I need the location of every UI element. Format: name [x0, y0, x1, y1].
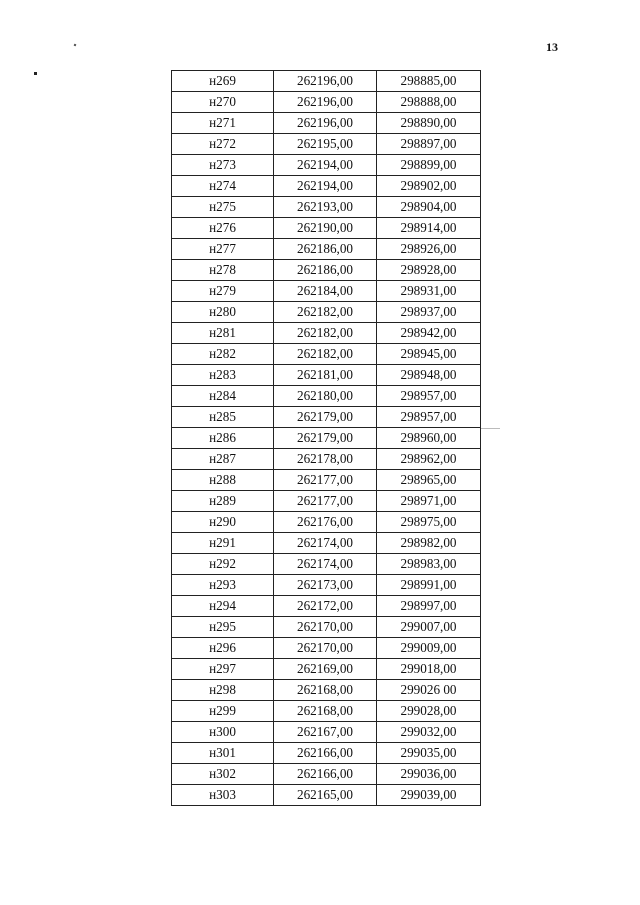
x-coordinate-cell: 262166,00	[274, 764, 377, 785]
y-coordinate-cell: 299009,00	[377, 638, 481, 659]
point-id-cell: н287	[172, 449, 274, 470]
x-coordinate-cell: 262182,00	[274, 302, 377, 323]
coordinates-table	[171, 70, 481, 806]
table-row	[172, 722, 481, 743]
y-coordinate-cell: 299032,00	[377, 722, 481, 743]
y-coordinate-cell: 298948,00	[377, 365, 481, 386]
x-coordinate-cell: 262182,00	[274, 323, 377, 344]
x-coordinate-cell: 262170,00	[274, 638, 377, 659]
table-row	[172, 701, 481, 722]
point-id-cell: н283	[172, 365, 274, 386]
x-coordinate-cell: 262174,00	[274, 533, 377, 554]
y-coordinate-cell: 298965,00	[377, 470, 481, 491]
point-id-cell: н291	[172, 533, 274, 554]
table-row	[172, 323, 481, 344]
x-coordinate-cell: 262178,00	[274, 449, 377, 470]
table-row	[172, 155, 481, 176]
point-id-cell: н299	[172, 701, 274, 722]
y-coordinate-cell: 298960,00	[377, 428, 481, 449]
scan-speck	[74, 44, 77, 47]
x-coordinate-cell: 262184,00	[274, 281, 377, 302]
x-coordinate-cell: 262172,00	[274, 596, 377, 617]
point-id-cell: н292	[172, 554, 274, 575]
scan-mark	[480, 428, 500, 429]
y-coordinate-cell: 298991,00	[377, 575, 481, 596]
x-coordinate-cell: 262182,00	[274, 344, 377, 365]
y-coordinate-cell: 298971,00	[377, 491, 481, 512]
table-row	[172, 785, 481, 806]
table-row	[172, 365, 481, 386]
y-coordinate-cell: 298897,00	[377, 134, 481, 155]
y-coordinate-cell: 298982,00	[377, 533, 481, 554]
x-coordinate-cell: 262186,00	[274, 260, 377, 281]
table-row	[172, 281, 481, 302]
x-coordinate-cell: 262177,00	[274, 470, 377, 491]
table-row	[172, 659, 481, 680]
table-row	[172, 386, 481, 407]
point-id-cell: н289	[172, 491, 274, 512]
x-coordinate-cell: 262165,00	[274, 785, 377, 806]
y-coordinate-cell: 298899,00	[377, 155, 481, 176]
point-id-cell: н303	[172, 785, 274, 806]
table-row	[172, 134, 481, 155]
point-id-cell: н277	[172, 239, 274, 260]
x-coordinate-cell: 262180,00	[274, 386, 377, 407]
table-row	[172, 638, 481, 659]
table-row	[172, 92, 481, 113]
point-id-cell: н271	[172, 113, 274, 134]
coordinates-table-body	[172, 71, 481, 806]
x-coordinate-cell: 262173,00	[274, 575, 377, 596]
point-id-cell: н300	[172, 722, 274, 743]
x-coordinate-cell: 262168,00	[274, 680, 377, 701]
point-id-cell: н276	[172, 218, 274, 239]
y-coordinate-cell: 299007,00	[377, 617, 481, 638]
x-coordinate-cell: 262179,00	[274, 428, 377, 449]
table-row	[172, 407, 481, 428]
point-id-cell: н273	[172, 155, 274, 176]
table-row	[172, 260, 481, 281]
table-row	[172, 743, 481, 764]
y-coordinate-cell: 299035,00	[377, 743, 481, 764]
y-coordinate-cell: 298890,00	[377, 113, 481, 134]
x-coordinate-cell: 262196,00	[274, 113, 377, 134]
x-coordinate-cell: 262166,00	[274, 743, 377, 764]
table-row	[172, 344, 481, 365]
y-coordinate-cell: 298957,00	[377, 407, 481, 428]
point-id-cell: н280	[172, 302, 274, 323]
table-row	[172, 449, 481, 470]
point-id-cell: н279	[172, 281, 274, 302]
point-id-cell: н301	[172, 743, 274, 764]
y-coordinate-cell: 298914,00	[377, 218, 481, 239]
table-row	[172, 470, 481, 491]
x-coordinate-cell: 262193,00	[274, 197, 377, 218]
point-id-cell: н297	[172, 659, 274, 680]
y-coordinate-cell: 299028,00	[377, 701, 481, 722]
y-coordinate-cell: 298962,00	[377, 449, 481, 470]
y-coordinate-cell: 298937,00	[377, 302, 481, 323]
table-row	[172, 554, 481, 575]
table-row	[172, 764, 481, 785]
x-coordinate-cell: 262177,00	[274, 491, 377, 512]
y-coordinate-cell: 298885,00	[377, 71, 481, 92]
point-id-cell: н294	[172, 596, 274, 617]
point-id-cell: н281	[172, 323, 274, 344]
point-id-cell: н290	[172, 512, 274, 533]
x-coordinate-cell: 262196,00	[274, 92, 377, 113]
point-id-cell: н298	[172, 680, 274, 701]
y-coordinate-cell: 298902,00	[377, 176, 481, 197]
x-coordinate-cell: 262194,00	[274, 176, 377, 197]
point-id-cell: н269	[172, 71, 274, 92]
y-coordinate-cell: 298975,00	[377, 512, 481, 533]
table-row	[172, 596, 481, 617]
point-id-cell: н286	[172, 428, 274, 449]
point-id-cell: н284	[172, 386, 274, 407]
y-coordinate-cell: 298942,00	[377, 323, 481, 344]
x-coordinate-cell: 262190,00	[274, 218, 377, 239]
page-number: 13	[546, 40, 558, 54]
table-row	[172, 302, 481, 323]
scan-speck	[34, 72, 37, 75]
point-id-cell: н278	[172, 260, 274, 281]
table-row	[172, 680, 481, 701]
table-row	[172, 491, 481, 512]
table-row	[172, 533, 481, 554]
y-coordinate-cell: 298957,00	[377, 386, 481, 407]
y-coordinate-cell: 299026 00	[377, 680, 481, 701]
point-id-cell: н275	[172, 197, 274, 218]
y-coordinate-cell: 298928,00	[377, 260, 481, 281]
table-row	[172, 71, 481, 92]
table-row	[172, 239, 481, 260]
point-id-cell: н285	[172, 407, 274, 428]
y-coordinate-cell: 298888,00	[377, 92, 481, 113]
x-coordinate-cell: 262170,00	[274, 617, 377, 638]
x-coordinate-cell: 262179,00	[274, 407, 377, 428]
table-row	[172, 575, 481, 596]
x-coordinate-cell: 262176,00	[274, 512, 377, 533]
point-id-cell: н295	[172, 617, 274, 638]
y-coordinate-cell: 298983,00	[377, 554, 481, 575]
x-coordinate-cell: 262181,00	[274, 365, 377, 386]
table-row	[172, 428, 481, 449]
x-coordinate-cell: 262195,00	[274, 134, 377, 155]
x-coordinate-cell: 262174,00	[274, 554, 377, 575]
point-id-cell: н293	[172, 575, 274, 596]
y-coordinate-cell: 299036,00	[377, 764, 481, 785]
point-id-cell: н282	[172, 344, 274, 365]
table-row	[172, 113, 481, 134]
x-coordinate-cell: 262194,00	[274, 155, 377, 176]
y-coordinate-cell: 299039,00	[377, 785, 481, 806]
table-row	[172, 512, 481, 533]
x-coordinate-cell: 262186,00	[274, 239, 377, 260]
point-id-cell: н302	[172, 764, 274, 785]
y-coordinate-cell: 298997,00	[377, 596, 481, 617]
point-id-cell: н272	[172, 134, 274, 155]
point-id-cell: н288	[172, 470, 274, 491]
table-row	[172, 218, 481, 239]
x-coordinate-cell: 262169,00	[274, 659, 377, 680]
y-coordinate-cell: 299018,00	[377, 659, 481, 680]
point-id-cell: н270	[172, 92, 274, 113]
x-coordinate-cell: 262168,00	[274, 701, 377, 722]
table-row	[172, 197, 481, 218]
y-coordinate-cell: 298904,00	[377, 197, 481, 218]
x-coordinate-cell: 262167,00	[274, 722, 377, 743]
y-coordinate-cell: 298926,00	[377, 239, 481, 260]
table-row	[172, 176, 481, 197]
y-coordinate-cell: 298945,00	[377, 344, 481, 365]
x-coordinate-cell: 262196,00	[274, 71, 377, 92]
point-id-cell: н296	[172, 638, 274, 659]
table-row	[172, 617, 481, 638]
point-id-cell: н274	[172, 176, 274, 197]
y-coordinate-cell: 298931,00	[377, 281, 481, 302]
